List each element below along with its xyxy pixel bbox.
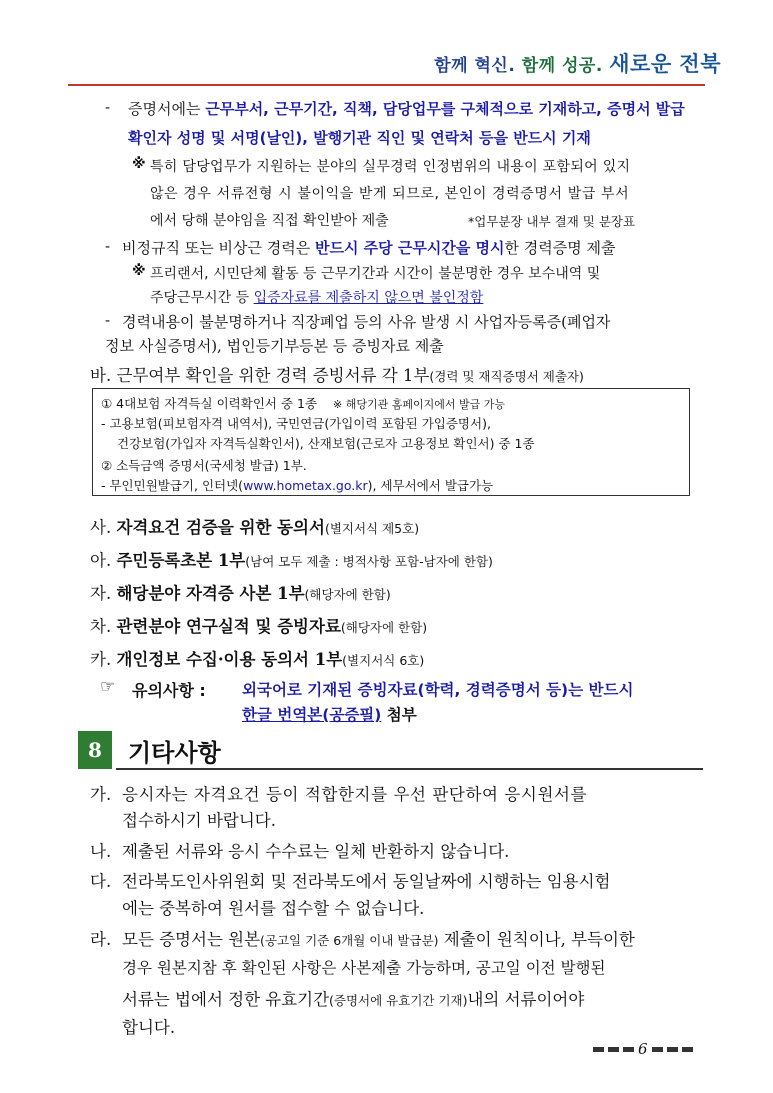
section-rule [116, 768, 703, 770]
document-list-box [92, 388, 690, 496]
item-cha: 차. 관련분야 연구실적 및 증빙자료(해당자에 한함) [90, 617, 428, 636]
note-mark: ※ [132, 156, 146, 172]
dash-decoration [608, 1047, 619, 1052]
box-row-4: ② 소득금액 증명서(국세청 발급) 1부. [101, 458, 307, 473]
bullet-1-line2: 확인자 성명 및 서명(날인), 발행기관 직인 및 연락처 등을 반드시 기재 [128, 129, 591, 147]
note-2-line1: 프리랜서, 시민단체 활동 등 근무기간과 시간이 불분명한 경우 보수내역 및 [150, 266, 601, 282]
para-da-line1: 전라북도인사위원회 및 전라북도에서 동일날짜에 시행하는 임용시험 [122, 872, 611, 891]
pointing-hand-icon: ☞ [100, 677, 116, 697]
caution-line2: 한글 번역본(공증필) 첨부 [242, 706, 417, 724]
item-ka: 카. 개인정보 수집·이용 동의서 1부(별지서식 6호) [90, 650, 425, 669]
item-a: 아. 주민등록초본 1부(남여 모두 제출 : 병적사항 포함-남자에 한함) [90, 551, 493, 570]
caution-line1: 외국어로 기재된 증빙자료(학력, 경력증명서 등)는 반드시 [242, 681, 634, 699]
dash-decoration [623, 1047, 634, 1052]
bullet-3-line2: 정보 사실증명서), 법인등기부등본 등 증빙자료 제출 [105, 337, 444, 355]
note-1-line2: 않은 경우 서류전형 시 불이익을 받게 되므로, 본인이 경력증명서 발급 부서 [150, 186, 630, 202]
section-title: 기타사항 [128, 739, 221, 767]
header-rule [68, 84, 705, 86]
dash-decoration [652, 1047, 663, 1052]
note-1-line3: 에서 당해 분야임을 직접 확인받아 제출 [150, 213, 389, 229]
dash-decoration [682, 1047, 693, 1052]
para-ga-line1: 응시자는 자격요건 등이 적합한지를 우선 판단하여 응시원서를 [122, 785, 588, 804]
page-number [593, 1040, 693, 1058]
item-ja: 자. 해당분야 자격증 사본 1부(해당자에 한함) [90, 584, 391, 603]
para-na-label: 나. [90, 842, 112, 861]
para-da-label: 다. [90, 872, 112, 891]
box-row-3: 건강보험(가입자 자격득실확인서), 산재보험(근로자 고용정보 확인서) 중 1종 [117, 436, 535, 451]
para-ra-line4: 합니다. [122, 1018, 176, 1037]
slogan-part2: 함께 성공. [521, 56, 603, 76]
note-2-line2: 주당근무시간 등 입증자료를 제출하지 않으면 불인정함 [150, 290, 484, 306]
dash-decoration [667, 1047, 678, 1052]
page-number-text: 6 [638, 1040, 648, 1058]
bullet-dash: - [105, 98, 111, 116]
para-ra-line2: 경우 원본지참 후 확인된 사항은 사본제출 가능하며, 공고일 이전 발행된 [122, 959, 606, 977]
header-slogan [434, 48, 721, 78]
para-na-line1: 제출된 서류와 응시 수수료는 일체 반환하지 않습니다. [122, 842, 510, 861]
dash-decoration [593, 1047, 604, 1052]
hometax-link[interactable]: www.hometax.go.kr [243, 478, 368, 493]
para-ga-line2: 접수하시기 바랍니다. [122, 811, 276, 830]
note-mark: ※ [132, 263, 146, 279]
slogan-part1: 함께 혁신. [434, 56, 516, 76]
para-ra-label: 라. [90, 930, 112, 949]
bullet-2: 비정규직 또는 비상근 경력은 반드시 주당 근무시간을 명시한 경력증명 제출 [122, 239, 616, 257]
note-1-line1: 특히 담당업무가 지원하는 분야의 실무경력 인정범위의 내용이 포함되어 있지 [150, 159, 631, 175]
note-1-aside: *업무분장 내부 결재 및 분장표 [468, 214, 636, 229]
box-row-5: - 무인민원발급기, 인터넷(www.hometax.go.kr), 세무서에서 발급가능 [101, 478, 494, 493]
bullet-dash: - [105, 311, 111, 329]
bullet-dash: - [105, 237, 111, 255]
para-ra-line1: 모든 증명서는 원본(공고일 기준 6개월 이내 발급분) 제출이 원칙이나, 부득이한 [122, 930, 635, 949]
box-row-1: ① 4대보험 자격득실 이력확인서 중 1종 ※ 해당기관 홈페이지에서 발급 가능 [101, 396, 505, 411]
caution-label: 유의사항 : [132, 681, 206, 700]
para-da-line2: 에는 중복하여 원서를 접수할 수 없습니다. [122, 899, 425, 918]
slogan-part3: 새로운 전북 [609, 52, 721, 76]
section-number: 8 [78, 731, 112, 769]
bullet-3-line1: 경력내용이 불분명하거나 직장폐업 등의 사유 발생 시 사업자등록증(폐업자 [122, 313, 611, 331]
bullet-1-line1: 증명서에는 근무부서, 근무기간, 직책, 담당업무를 구체적으로 기재하고, 증명서 발급 [128, 100, 685, 118]
para-ga-label: 가. [90, 785, 112, 804]
box-row-2: - 고용보험(피보험자격 내역서), 국민연금(가입이력 포함된 가입증명서), [101, 416, 491, 431]
para-ra-line3: 서류는 법에서 정한 유효기간(증명서에 유효기간 기재)내의 서류이어야 [122, 990, 585, 1009]
item-ba: 바. 근무여부 확인을 위한 경력 증빙서류 각 1부(경력 및 재직증명서 제출자) [90, 366, 584, 385]
item-sa: 사. 자격요건 검증을 위한 동의서(별지서식 제5호) [90, 518, 420, 537]
